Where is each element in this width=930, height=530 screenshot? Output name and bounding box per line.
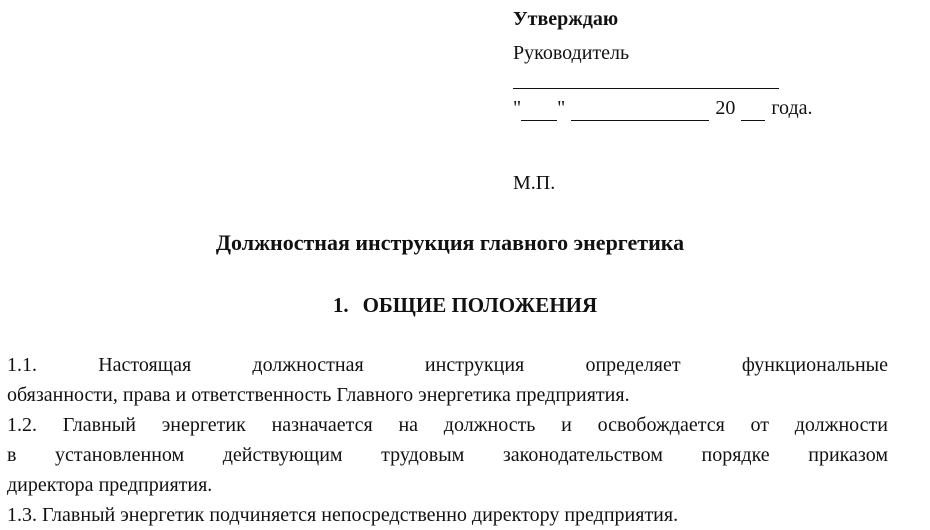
approval-role: Руководитель [513,42,630,64]
quote-close: " [557,97,566,119]
quote-open: " [513,97,522,119]
month-blank [571,100,709,121]
section-title: ОБЩИЕ ПОЛОЖЕНИЯ [362,293,598,317]
section-number: 1. [332,293,349,317]
year-prefix: 20 [715,97,736,119]
year-suffix: года. [771,97,813,119]
body-line: в установленном действующим трудовым законодательством порядке приказом [7,444,888,466]
date-line [513,95,853,121]
approval-title: Утверждаю [513,8,619,30]
document-title: Должностная инструкция главного энергетика [215,230,685,255]
body-line: обязанности, права и ответственность Главного энергетика предприятия. [7,384,630,406]
body-line: 1.3. Главный энергетик подчиняется непосредственно директору предприятия. [7,504,679,526]
stamp-placeholder: М.П. [513,172,556,194]
document-body [7,350,888,526]
section-heading [0,290,930,320]
body-line: 1.1. Настоящая должностная инструкция определяет функциональные [7,354,888,376]
approval-block [513,6,853,121]
body-line: 1.2. Главный энергетик назначается на должность и освобождается от должности [7,414,888,436]
year-blank [741,100,765,121]
day-blank [521,100,557,121]
signature-line [513,88,779,89]
body-line: директора предприятия. [7,474,213,496]
